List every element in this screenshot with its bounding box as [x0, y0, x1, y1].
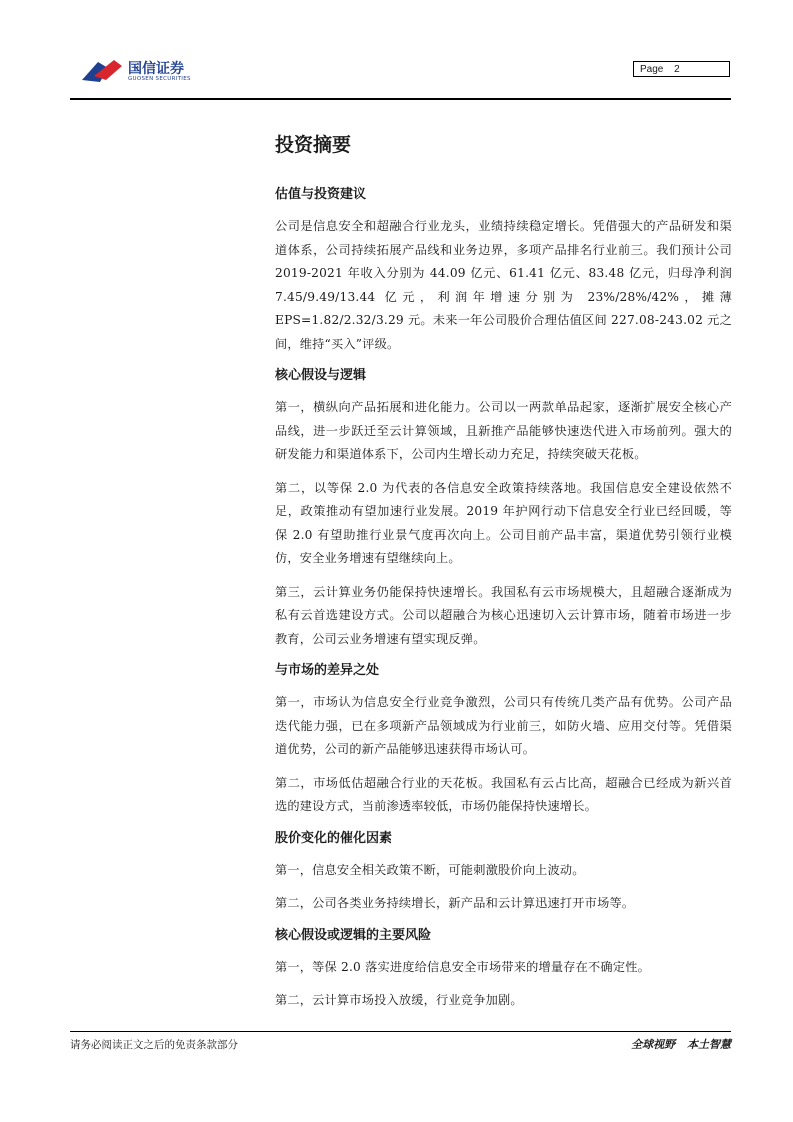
paragraph: 第一，横纵向产品拓展和进化能力。公司以一两款单品起家，逐渐扩展安全核心产品线，进一步跃迁至云计算领域，且新推产品能够快速迭代进入市场前列。强大的研发能力和渠道体系下，公司内生增长动力充足，持续突破天花板。 — [275, 400, 732, 461]
page-label: Page — [640, 64, 664, 75]
section-heading: 核心假设与逻辑 — [275, 368, 367, 383]
section-heading: 估值与投资建议 — [275, 187, 367, 202]
section-core-assumptions — [275, 366, 732, 651]
footer-divider — [70, 1031, 731, 1032]
paragraph: 第三，云计算业务仍能保持快速增长。我国私有云市场规模大，且超融合逐渐成为私有云首选建设方式。公司以超融合为核心迅速切入云计算市场，随着市场进一步教育，公司云业务增速有望实现反弹。 — [275, 584, 732, 646]
section-heading: 核心假设或逻辑的主要风险 — [275, 927, 432, 943]
paragraph: 第一，市场认为信息安全行业竞争激烈，公司只有传统几类产品有优势。公司产品迭代能力强，已在多项新产品领域成为行业前三，如防火墙、应用交付等。凭借渠道优势，公司的新产品能够迅速获得市场认可。 — [275, 695, 732, 756]
footer-disclaimer: 请务必阅读正文之后的免责条款部分 — [70, 1039, 238, 1051]
paragraph: 第二，云计算市场投入放缓，行业竞争加剧。 — [275, 993, 523, 1007]
page-title: 投资摘要 — [275, 134, 352, 156]
slogan-part-2: 本土智慧 — [687, 1038, 731, 1051]
header-divider — [70, 98, 731, 100]
paragraph: 第一，等保 2.0 落实进度给信息安全市场带来的增量存在不确定性。 — [275, 959, 650, 974]
logo-english-name: GUOSEN SECURITIES — [128, 76, 191, 82]
section-heading: 股价变化的催化因素 — [275, 830, 393, 846]
footer-slogan — [623, 1036, 731, 1052]
page-number: 2 — [674, 64, 680, 75]
guosen-logo-icon — [80, 58, 124, 84]
section-risks — [275, 926, 732, 1013]
paragraph: 第二，以等保 2.0 为代表的各信息安全政策持续落地。我国信息安全建设依然不足，政策推动有望加速行业发展。2019 年护网行动下信息安全行业已经回暖，等保 2.0 有望助推行业景气度再次向上。公司目前产品丰富，渠道优势引领行业模仿，安全业务增速有望继续向上。 — [275, 480, 732, 565]
section-market-differences — [275, 661, 732, 819]
main-content — [275, 130, 732, 1023]
section-catalysts — [275, 829, 732, 916]
paragraph: 第二，公司各类业务持续增长，新产品和云计算迅速打开市场等。 — [275, 896, 635, 910]
paragraph: 第一，信息安全相关政策不断，可能刺激股价向上波动。 — [275, 862, 585, 877]
section-heading: 与市场的差异之处 — [275, 663, 380, 678]
paragraph: 公司是信息安全和超融合行业龙头，业绩持续稳定增长。凭借强大的产品研发和渠道体系，公司持续拓展产品线和业务边界，多项产品排名行业前三。我们预计公司 2019-2021 年收入分别为 44.09 亿元、61.41 亿元、83.48 亿元，归母净利润 7.45/9.49/13.44 亿元，利润年增速分别为 23%/28%/42%，摊薄 EPS=1.82/2.32/3.29 元。未来一年公司股价合理估值区间 227.08-243.02 元之间，维持“买入”评级。 — [275, 219, 732, 351]
page-number-box — [633, 61, 730, 77]
paragraph: 第二，市场低估超融合行业的天花板。我国私有云占比高，超融合已经成为新兴首选的建设方式，当前渗透率较低，市场仍能保持快速增长。 — [275, 775, 732, 813]
logo-chinese-name: 国信证券 — [128, 61, 184, 77]
guosen-logo — [80, 56, 210, 86]
slogan-part-1: 全球视野 — [631, 1038, 676, 1051]
section-valuation — [275, 185, 732, 356]
